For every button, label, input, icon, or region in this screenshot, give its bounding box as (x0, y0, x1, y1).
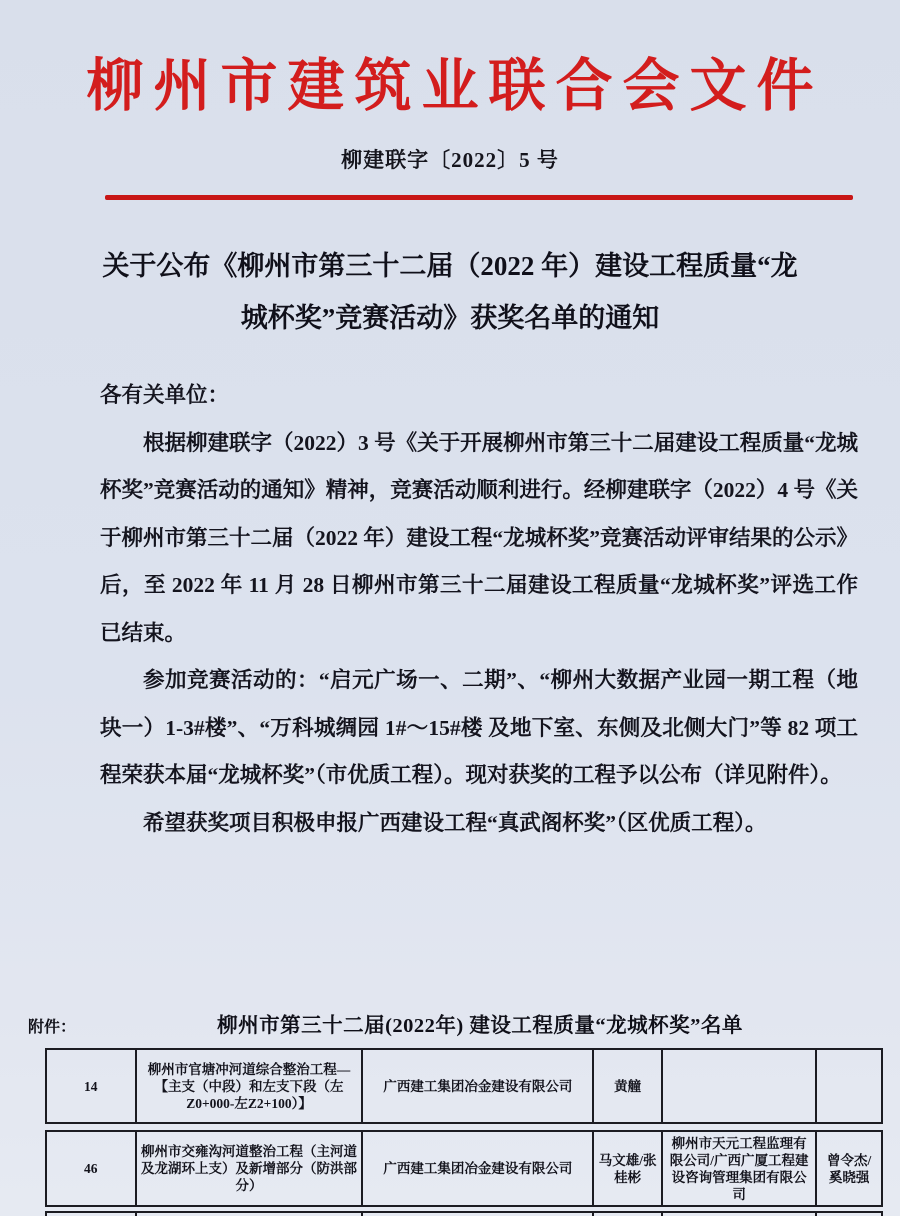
supervision-company-cell: 柳州市天元工程监理有限公司/广西广厦工程建设咨询管理集团有限公司 (663, 1132, 817, 1205)
document-number: 柳建联字〔2022〕5 号 (341, 148, 559, 172)
issuing-org-title: 柳州市建筑业联合会文件 (86, 55, 824, 118)
body-paragraph-3: 希望获奖项目积极申报广西建设工程“真武阁杯奖”（区优质工程）。 (143, 810, 767, 835)
body-paragraph-2: 参加竞赛活动的：“启元广场一、二期”、“柳州大数据产业园一期工程（地块一）1-3#楼”、“万科城绸园 1#～15#楼 及地下室、东侧及北侧大门”等 82 项工程荣获本届“龙城杯奖”（市优质工程）。现对获奖的工程予以公布（详见附件）。 (100, 668, 858, 787)
award-table-row (45, 1130, 883, 1207)
award-table-row (45, 1048, 883, 1124)
award-list-title: 柳州市第三十二届(2022年) 建设工程质量“龙城杯奖”名单 (217, 1015, 743, 1037)
attachment-header (0, 1004, 900, 1040)
project-managers-cell: 马文雄/张桂彬 (594, 1132, 663, 1205)
award-table-row-partial (45, 1211, 883, 1216)
attachment-label: 附件： (28, 1019, 77, 1036)
supervision-staff-cell: 曾令杰/奚晓强 (827, 1152, 872, 1185)
project-name-cell: 柳州市官塘冲河道综合整治工程—【主支（中段）和左支下段（左Z0+000-左Z2+100）】 (137, 1050, 364, 1122)
row-number-cell: 46 (47, 1132, 137, 1205)
project-managers-cell: 黄艟 (594, 1050, 663, 1122)
red-divider-rule (105, 195, 853, 200)
contractor-cell: 广西建工集团冶金建设有限公司 (363, 1132, 594, 1205)
body-paragraph-1: 根据柳建联字（2022）3 号《关于开展柳州市第三十二届建设工程质量“龙城杯奖”竞赛活动的通知》精神，竞赛活动顺利进行。经柳建联字（2022）4 号《关于柳州市第三十二届（2022 年）建设工程“龙城杯奖”竞赛活动评审结果的公示》后，至 2022 年 11 月 28 日柳州市第三十二届建设工程质量“龙城杯奖”评选工作已结束。 (100, 430, 858, 645)
salutation: 各有关单位： (100, 383, 230, 407)
row-number-cell: 14 (47, 1050, 137, 1122)
subject-line-1: 关于公布《柳州市第三十二届（2022 年）建设工程质量“龙 (102, 251, 798, 281)
contractor-cell: 广西建工集团冶金建设有限公司 (363, 1050, 594, 1122)
document-body (100, 372, 858, 847)
supervision-company-cell (663, 1050, 817, 1122)
supervision-staff-cell (817, 1050, 881, 1122)
document-subject-title (70, 240, 830, 344)
project-name-cell: 柳州市交雍沟河道整治工程（主河道及龙湖环上支）及新增部分（防洪部分） (137, 1132, 364, 1205)
subject-line-2: 城杯奖”竞赛活动》获奖名单的通知 (240, 303, 660, 333)
